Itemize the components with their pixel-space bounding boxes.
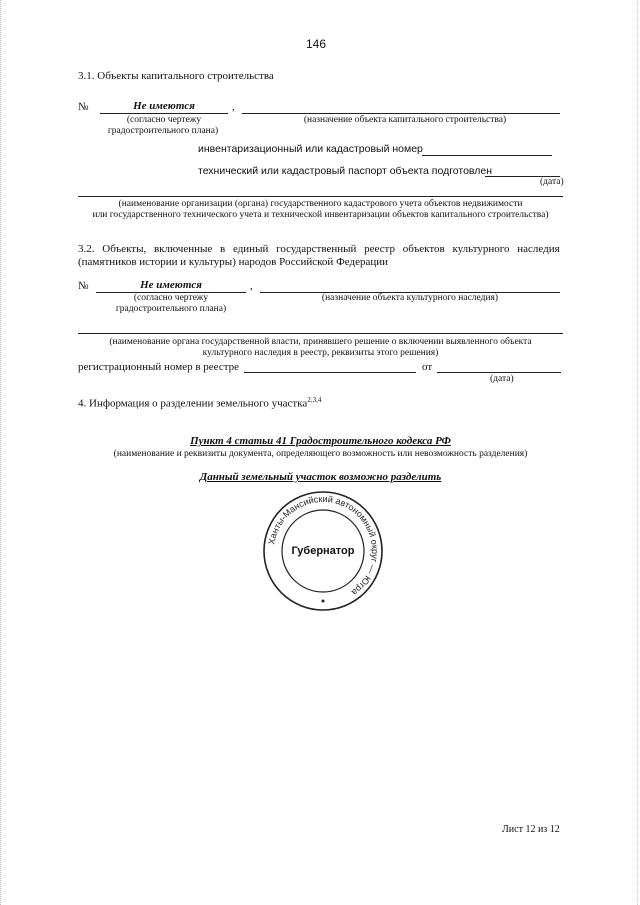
- stamp-dot: [322, 600, 325, 603]
- governor-stamp: [262, 490, 384, 612]
- s4-conclusion: Данный земельный участок возможно разделить: [199, 471, 442, 483]
- section-4-heading: [78, 396, 321, 410]
- section-3-2-heading-1: 3.2. Объекты, включенные в единый государственный реестр объектов культурного наследия: [78, 243, 560, 255]
- s32-caption-purpose: (назначение объекта культурного наследия): [321, 293, 499, 303]
- page-number: 146: [306, 37, 327, 51]
- s4-caption-document: (наименование и реквизиты документа, определяющего возможность или невозможность разделения): [113, 449, 528, 459]
- s32-from-label: от: [422, 361, 433, 373]
- s32-caption-drawing-1: (согласно чертежу: [133, 293, 209, 303]
- s31-number-label: №: [78, 101, 89, 113]
- s31-inventory-line: [422, 155, 552, 156]
- s31-purpose-line: [242, 113, 560, 114]
- s31-caption-drawing-1: (согласно чертежу: [126, 115, 202, 125]
- s4-document-value: Пункт 4 статьи 41 Градостроительного кодекса РФ: [190, 435, 451, 447]
- section-3-2-heading-2: (памятников истории и культуры) народов Российской Федерации: [78, 256, 389, 268]
- stamp-seal: [262, 490, 384, 612]
- stamp-center-text: Губернатор: [291, 545, 355, 557]
- s32-registration-label: регистрационный номер в реестре: [78, 361, 240, 373]
- s31-number-line: [100, 113, 228, 114]
- section-4-footnote-ref: 2,3,4: [307, 396, 322, 404]
- sheet-number: Лист 12 из 12: [502, 824, 560, 835]
- s32-caption-authority-2: культурного наследия в реестр, реквизиты этого решения): [202, 348, 439, 358]
- s31-separator: ,: [232, 101, 235, 113]
- s31-caption-purpose: (назначение объекта капитального строительства): [303, 115, 507, 125]
- scan-edge-left: [0, 0, 3, 905]
- stamp-ring-text: Ханты-Мансийский автономный округ — Югра: [266, 493, 381, 598]
- s31-caption-drawing-2: градостроительного плана): [107, 126, 219, 136]
- s31-inventory-label: инвентаризационный или кадастровый номер: [198, 143, 423, 155]
- scan-edge-right: [635, 0, 638, 905]
- s31-caption-org-2: или государственного технического учета и технической инвентаризации объектов капитального строительства): [92, 210, 549, 220]
- s32-caption-date: (дата): [490, 374, 514, 384]
- section-3-1-heading: 3.1. Объекты капитального строительства: [78, 70, 274, 82]
- s31-caption-date: (дата): [540, 177, 564, 187]
- s32-separator: ,: [250, 280, 253, 292]
- s31-passport-label: технический или кадастровый паспорт объекта подготовлен: [198, 165, 493, 177]
- s32-caption-drawing-2: градостроительного плана): [115, 304, 227, 314]
- s31-number-value: Не имеются: [133, 100, 195, 112]
- s32-authority-line: [78, 333, 563, 334]
- s32-date-line: [437, 372, 561, 373]
- section-4-heading-text: 4. Информация о разделении земельного участка: [78, 397, 308, 410]
- s31-caption-org-1: (наименование организации (органа) государственного кадастрового учета объектов недвижимости: [118, 199, 523, 209]
- s31-organization-line: [78, 196, 563, 197]
- s32-registration-line: [244, 372, 416, 373]
- s32-number-value: Не имеются: [140, 279, 202, 291]
- s32-caption-authority-1: (наименование органа государственной власти, принявшего решение о включении выявленного объекта: [109, 337, 532, 347]
- s32-number-label: №: [78, 280, 89, 292]
